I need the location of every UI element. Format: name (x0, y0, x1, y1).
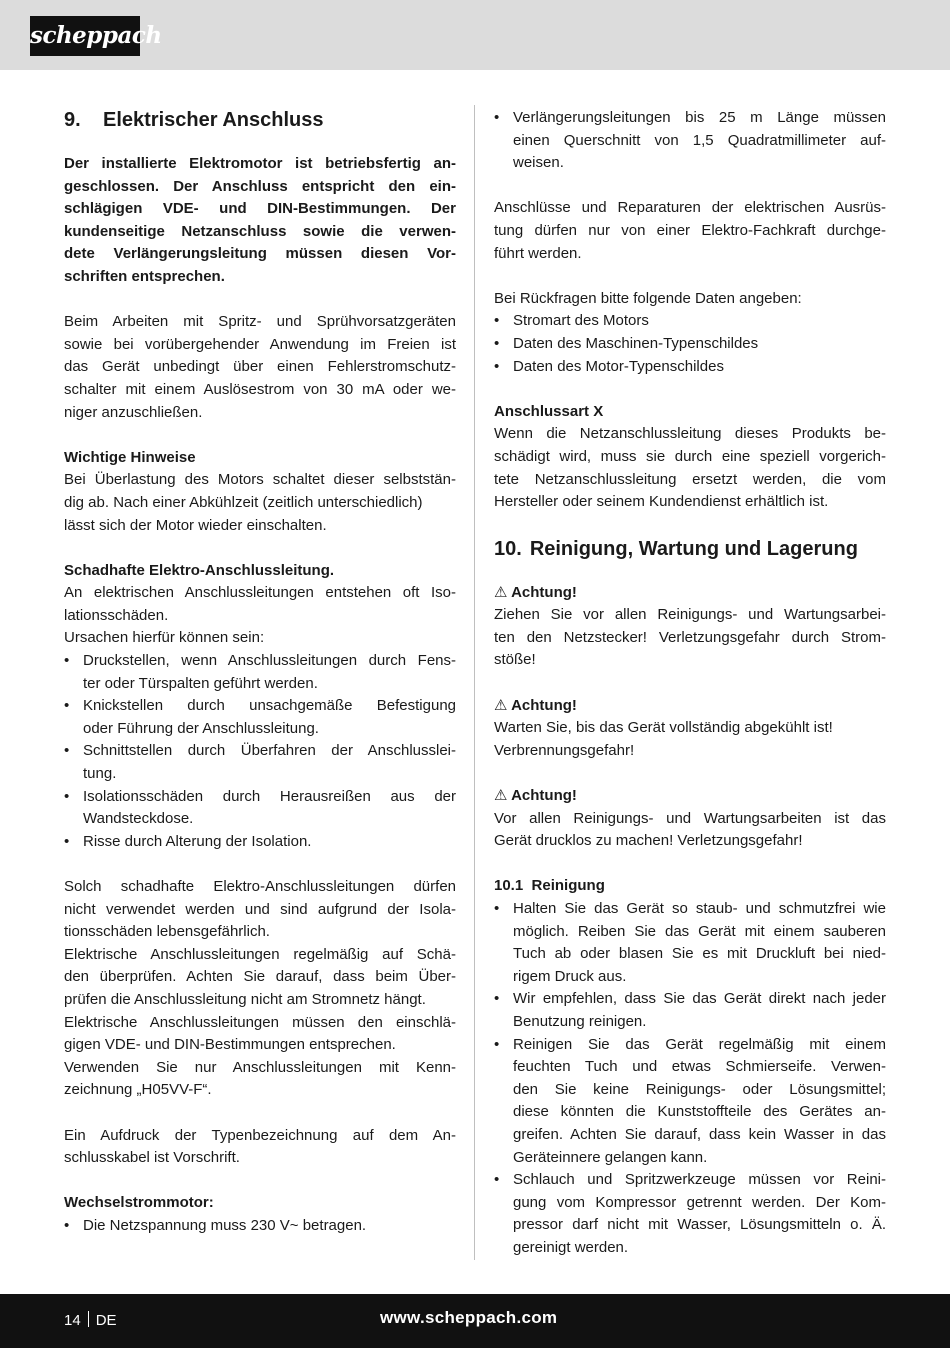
text-line: Der installierte Elektromotor ist betriebsfertig an- (64, 155, 456, 172)
text-line: niger anzuschließen. (64, 403, 203, 421)
page-header (0, 0, 950, 70)
list-item-line: feuchten Tuch und etwas Schmierseife. Verwen- (513, 1058, 886, 1076)
list-item-line: • Druckstellen, wenn Anschlussleitungen durch Fens- (83, 652, 456, 670)
text-line: kundenseitige Netzanschluss sowie die verwen- (64, 222, 456, 240)
section-title: Reinigung, Wartung und Lagerung (529, 537, 858, 560)
list-item (64, 650, 456, 695)
hints-title: Wichtige Hinweise (64, 448, 196, 466)
list-item-line: • Daten des Motor-Typenschildes (513, 357, 724, 375)
text-line: Verbrennungsgefahr! (494, 741, 635, 759)
text-line: dig ab. Nach einer Abkühlzeit (zeitlich unterschiedlich) (64, 493, 423, 511)
extension-list (494, 107, 886, 175)
list-item-line: • Knickstellen durch unsachgemäße Befestigung (83, 697, 456, 715)
warning-3-text (494, 808, 886, 853)
list-item-line: • Verlängerungsleitungen bis 25 m Länge müssen (513, 109, 886, 126)
text-line: ten den Netzstecker! Verletzungsgefahr durch Strom- (494, 628, 886, 646)
list-item (64, 831, 456, 854)
text-line: den überprüfen. Achten Sie darauf, dass beim Über- (64, 968, 456, 986)
list-item (494, 898, 886, 988)
text-line: Ein Aufdruck der Typenbezeichnung auf dem An- (64, 1126, 456, 1144)
section-10-heading (494, 536, 886, 562)
website-link[interactable]: www.scheppach.com (380, 1308, 558, 1327)
text-line: dete Verlängerungsleitung müssen diesen Vor- (64, 245, 456, 263)
page-number: 14 DE (64, 1312, 117, 1329)
list-item-line: oder Führung der Anschlussleitung. (83, 719, 319, 737)
warning-1-label: ⚠ Achtung! (494, 583, 577, 601)
query-intro: Bei Rückfragen bitte folgende Daten angeben: (494, 289, 802, 307)
list-item (494, 356, 886, 379)
section-number: 9. (64, 109, 81, 131)
text-line: führt werden. (494, 244, 582, 262)
intro-paragraph (64, 153, 456, 289)
list-item (64, 740, 456, 785)
text-line: schädigt wird, muss sie durch eine speziell vorgerich- (494, 447, 886, 465)
list-item-line: Benutzung reinigen. (513, 1012, 647, 1030)
list-item (494, 988, 886, 1033)
list-item-line: • Die Netzspannung muss 230 V~ betragen. (83, 1216, 367, 1234)
list-item-line: ter oder Türspalten geführt werden. (83, 674, 318, 692)
text-line: schriften entsprechen. (64, 267, 225, 285)
warning-triangle-icon: ⚠ (494, 583, 508, 601)
warning-triangle-icon: ⚠ (494, 696, 508, 714)
list-item (494, 310, 886, 333)
danger-paragraph (64, 876, 456, 1102)
list-item-line: • Risse durch Alterung der Isolation. (83, 832, 312, 850)
ac-motor-list (64, 1215, 456, 1238)
spray-paragraph (64, 311, 456, 424)
text-line: Beim Arbeiten mit Spritz- und Sprühvorsatzgeräten (64, 313, 456, 331)
cleaning-title: 10.1 Reinigung (494, 877, 605, 895)
list-item (494, 107, 886, 175)
list-item (494, 1169, 886, 1259)
text-line: schalter mit einem Auslösestrom von 30 mA oder we- (64, 380, 456, 398)
connection-x-title: Anschlussart X (494, 402, 604, 420)
warning-1-text (494, 604, 886, 672)
text-line: An elektrischen Anschlussleitungen entstehen oft Iso- (64, 584, 456, 602)
cleaning-list (494, 898, 886, 1260)
list-item-line: Tuch ab oder blasen Sie es mit Druckluft bei nied- (513, 945, 886, 963)
right-column (494, 107, 886, 1260)
text-line: Vor allen Reinigungs- und Wartungsarbeiten ist das (494, 809, 886, 827)
text-line: Ursachen hierfür können sein: (64, 629, 265, 647)
text-line: Ziehen Sie vor allen Reinigungs- und Wartungsarbei- (494, 606, 886, 624)
list-item-line: Geräteinnere gelangen kann. (513, 1148, 708, 1166)
text-line: geschlossen. Der Anschluss entspricht den ein- (64, 177, 456, 195)
warning-2-label: ⚠ Achtung! (494, 696, 577, 714)
section-9-heading (64, 107, 456, 133)
list-item (64, 1215, 456, 1238)
query-list (494, 310, 886, 378)
list-item-line: • Reinigen Sie das Gerät regelmäßig mit einem (513, 1035, 886, 1053)
text-line: Elektrische Anschlussleitungen regelmäßig auf Schä- (64, 945, 456, 963)
text-line: tionsschäden lebensgefährlich. (64, 923, 270, 941)
faulty-paragraph (64, 582, 456, 650)
list-item-line: diese könnten die Kunststoffteile des Gerätes an- (513, 1103, 886, 1121)
ac-motor-title: Wechselstrommotor: (64, 1194, 214, 1212)
list-item-line: pressor darf nicht mit Wasser, Lösungsmitteln o. Ä. (513, 1216, 886, 1234)
list-item-line: rigem Druck aus. (513, 967, 627, 985)
connection-x-paragraph (494, 423, 886, 513)
text-line: zeichnung „H05VV-F“. (64, 1081, 212, 1099)
text-line: nicht verwendet werden und sind aufgrund der Isola- (64, 900, 456, 918)
hints-paragraph (64, 469, 456, 537)
text-line: lässt sich der Motor wieder einschalten. (64, 516, 327, 534)
list-item-line: • Wir empfehlen, dass Sie das Gerät direkt nach jeder (513, 990, 886, 1008)
causes-list (64, 650, 456, 853)
list-item-line: einen Querschnitt von 1,5 Quadratmillimeter auf- (513, 131, 886, 149)
text-line: lationsschäden. (64, 606, 169, 624)
text-line: schlusskabel ist Vorschrift. (64, 1149, 240, 1167)
list-item-line: gereinigt werden. (513, 1238, 629, 1256)
text-line: das Gerät unbedingt über einen Fehlerstromschutz- (64, 358, 456, 376)
text-line: Gerät drucklos zu machen! Verletzungsgefahr! (494, 832, 803, 850)
text-line: Bei Überlastung des Motors schaltet dieser selbststän- (64, 471, 456, 489)
footer-separator (88, 1311, 89, 1327)
text-line: gigen VDE- und DIN-Bestimmungen entsprechen. (64, 1036, 396, 1054)
list-item (64, 695, 456, 740)
list-item (494, 1034, 886, 1170)
text-line: stöße! (494, 651, 536, 669)
section-title: Elektrischer Anschluss (103, 109, 324, 131)
text-line: Elektrische Anschlussleitungen müssen den einschlä- (64, 1013, 456, 1031)
list-item-line: • Stromart des Motors (513, 312, 649, 330)
list-item-line: • Halten Sie das Gerät so staub- und schmutzfrei wie (513, 900, 886, 917)
list-item-line: greifen. Achten Sie darauf, dass kein Wasser in das (513, 1125, 886, 1143)
text-line: prüfen die Anschlussleitung nicht am Stromnetz hängt. (64, 990, 426, 1008)
list-item-line: möglich. Reiben Sie das Gerät mit einem sauberen (513, 922, 886, 940)
warning-triangle-icon: ⚠ (494, 787, 508, 805)
text-line: tung dürfen nur von einer Elektro-Fachkraft durchge- (494, 221, 886, 239)
list-item-line: • Isolationsschäden durch Herausreißen aus der (83, 787, 456, 805)
repair-paragraph (494, 197, 886, 265)
scheppach-logo: scheppach (30, 16, 140, 56)
list-item (494, 333, 886, 356)
faulty-title: Schadhafte Elektro-Anschlussleitung. (64, 561, 335, 579)
text-line: sowie bei vorübergehender Anwendung im Freien ist (64, 335, 456, 353)
list-item-line: tung. (83, 765, 117, 783)
text-line: Warten Sie, bis das Gerät vollständig abgekühlt ist! (494, 719, 833, 737)
warning-2-text (494, 717, 886, 762)
text-line: schlägigen VDE- und DIN-Bestimmungen. Der (64, 200, 456, 218)
list-item-line: • Daten des Maschinen-Typenschildes (513, 334, 759, 352)
text-line: Hersteller oder seinem Kundendienst erhältlich ist. (494, 493, 829, 511)
text-line: tete Netzanschlussleitung ersetzt werden, die vom (494, 470, 886, 488)
left-column (64, 107, 456, 1238)
list-item-line: • Schnittstellen durch Überfahren der Anschlusslei- (83, 742, 456, 760)
page-footer (0, 1294, 950, 1348)
print-paragraph (64, 1125, 456, 1170)
column-divider (474, 105, 475, 1260)
list-item-line: • Schlauch und Spritzwerkzeuge müssen vor Reini- (513, 1171, 886, 1189)
text-line: Wenn die Netzanschlussleitung dieses Produkts be- (494, 425, 886, 443)
text-line: Solch schadhafte Elektro-Anschlussleitungen dürfen (64, 878, 456, 895)
warning-3-label: ⚠ Achtung! (494, 787, 577, 805)
list-item-line: gung vom Kompressor getrennt werden. Der Kom- (513, 1193, 886, 1211)
text-line: Anschlüsse und Reparaturen der elektrischen Ausrüs- (494, 199, 886, 217)
list-item-line: weisen. (513, 154, 564, 172)
text-line: Verwenden Sie nur Anschlussleitungen mit Kenn- (64, 1058, 456, 1076)
section-number: 10. (494, 537, 522, 560)
list-item-line: den Sie keine Reinigungs- oder Lösungsmittel; (513, 1080, 886, 1098)
list-item (64, 786, 456, 831)
list-item-line: Wandsteckdose. (83, 810, 194, 828)
